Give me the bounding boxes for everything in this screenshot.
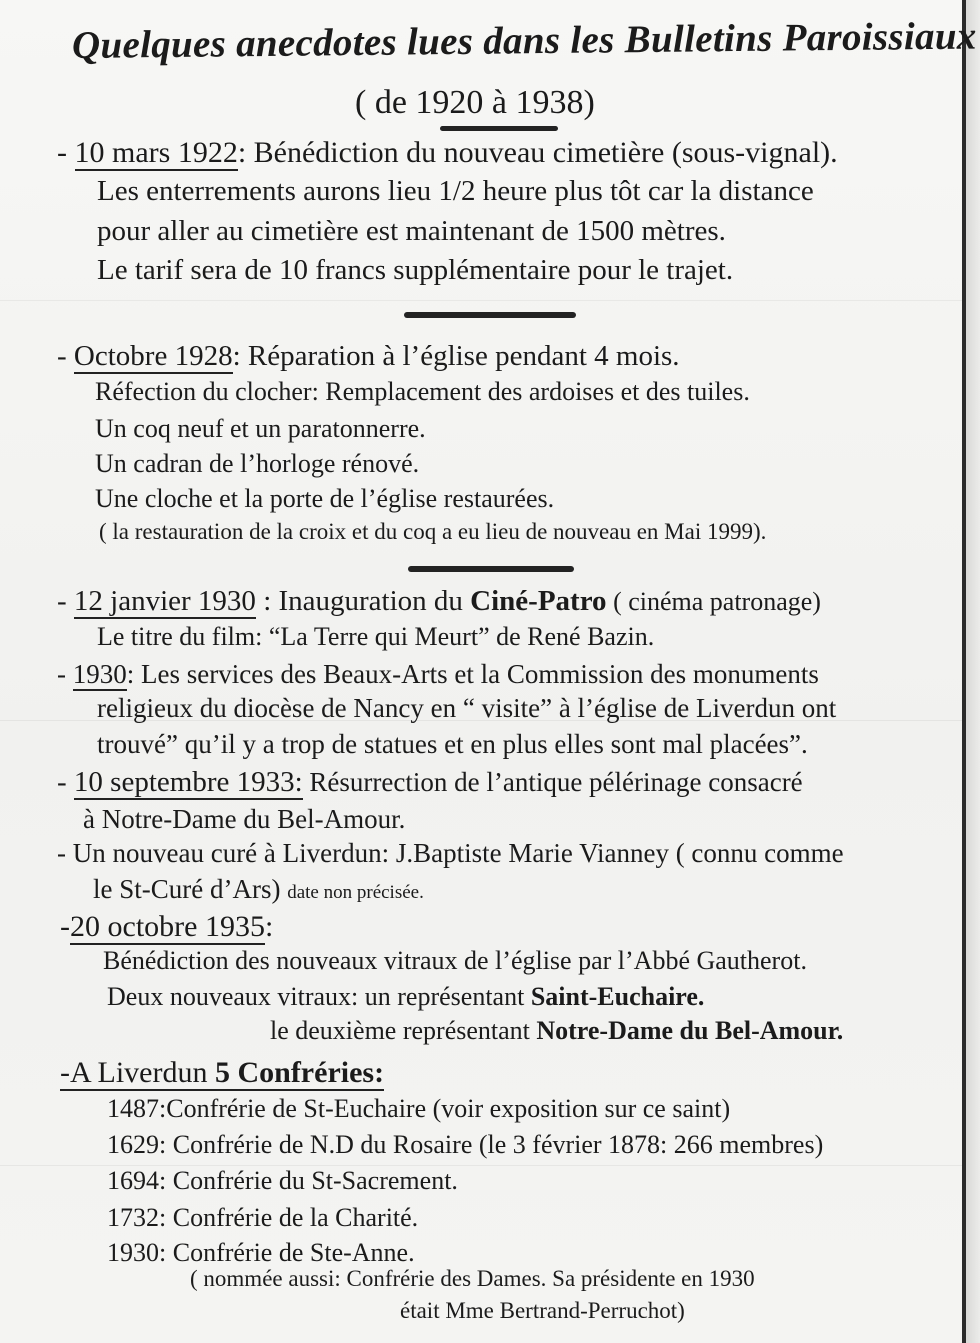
entry-7-header: -20 octobre 1935: — [60, 910, 274, 943]
confrerie-item: 1732: Confrérie de la Charité. — [107, 1203, 419, 1232]
entry-2-note: ( la restauration de la croix et du coq a eu lieu de nouveau en Mai 1999). — [99, 519, 767, 544]
entry-6-line: - Un nouveau curé à Liverdun: J.Baptiste Marie Vianney ( connu comme — [57, 838, 844, 868]
entry-2-header: - Octobre 1928: Réparation à l’église pendant 4 mois. — [57, 340, 680, 372]
page-edge-shadow — [966, 0, 980, 1343]
entry-7-date: 20 octobre 1935 — [70, 910, 265, 943]
entry-4-line: religieux du diocèse de Nancy en “ visite” à l’église de Liverdun ont — [97, 693, 837, 723]
entry-2-line: Réfection du clocher: Remplacement des ardoises et des tuiles. — [95, 377, 750, 406]
entry-1-line: Le tarif sera de 10 francs supplémentaire pour le trajet. — [97, 254, 734, 286]
confrerie-item: 1930: Confrérie de Ste-Anne. — [107, 1238, 415, 1267]
confreries-note: était Mme Bertrand-Perruchot) — [400, 1298, 685, 1323]
entry-5-line: à Notre-Dame du Bel-Amour. — [83, 804, 406, 834]
entry-7-line: Deux nouveaux vitraux: un représentant Saint-Euchaire. — [107, 982, 705, 1011]
confrerie-item: 1487:Confrérie de St-Euchaire (voir exposition sur ce saint) — [107, 1094, 731, 1123]
entry-4-line: trouvé” qu’il y a trop de statues et en plus elles sont mal placées”. — [97, 729, 808, 759]
entry-4-header: - 1930: Les services des Beaux-Arts et la Commission des monuments — [57, 659, 819, 689]
subtitle-underline — [440, 126, 558, 131]
entry-6-line2: le St-Curé d’Ars) date non précisée. — [93, 874, 424, 904]
entry-1-date: 10 mars 1922 — [74, 136, 238, 169]
section-divider — [404, 312, 576, 318]
entry-2-line: Une cloche et la porte de l’église restaurées. — [95, 484, 555, 513]
entry-3-header: - 12 janvier 1930 : Inauguration du Ciné-Patro ( cinéma patronage) — [57, 585, 821, 617]
cine-patro: Ciné-Patro — [470, 585, 607, 617]
entry-2-line: Un cadran de l’horloge rénové. — [95, 449, 420, 478]
page-title: Quelques anecdotes lues dans les Bulletins Paroissiaux — [71, 14, 977, 67]
entry-1-line: pour aller au cimetière est maintenant de 1500 mètres. — [97, 215, 726, 247]
entry-2-line: Un coq neuf et un paratonnerre. — [95, 414, 426, 443]
entry-5-date: 10 septembre 1933: — [73, 766, 303, 798]
entry-7-line: le deuxième représentant Notre-Dame du Bel-Amour. — [270, 1016, 844, 1045]
entry-2-date: Octobre 1928 — [73, 340, 233, 372]
entry-1-line: Les enterrements aurons lieu 1/2 heure plus tôt car la distance — [97, 175, 814, 207]
confreries-heading: -A Liverdun 5 Confréries: — [60, 1056, 385, 1089]
entry-3-line: Le titre du film: “La Terre qui Meurt” de René Bazin. — [97, 622, 655, 651]
confrerie-item: 1694: Confrérie du St-Sacrement. — [107, 1166, 458, 1195]
entry-7-line: Bénédiction des nouveaux vitraux de l’église par l’Abbé Gautherot. — [103, 946, 807, 975]
entry-5-header: - 10 septembre 1933: Résurrection de l’antique pélérinage consacré — [57, 766, 803, 798]
section-divider — [408, 566, 574, 572]
entry-1-header: - 10 mars 1922: Bénédiction du nouveau cimetière (sous-vignal). — [57, 136, 838, 169]
entry-4-date: 1930 — [72, 659, 127, 689]
confrerie-item: 1629: Confrérie de N.D du Rosaire (le 3 février 1878: 266 membres) — [107, 1130, 824, 1159]
entry-3-date: 12 janvier 1930 — [73, 585, 256, 617]
paper-fold — [0, 300, 980, 301]
confreries-note: ( nommée aussi: Confrérie des Dames. Sa présidente en 1930 — [190, 1266, 755, 1291]
page-subtitle: ( de 1920 à 1938) — [355, 84, 595, 121]
